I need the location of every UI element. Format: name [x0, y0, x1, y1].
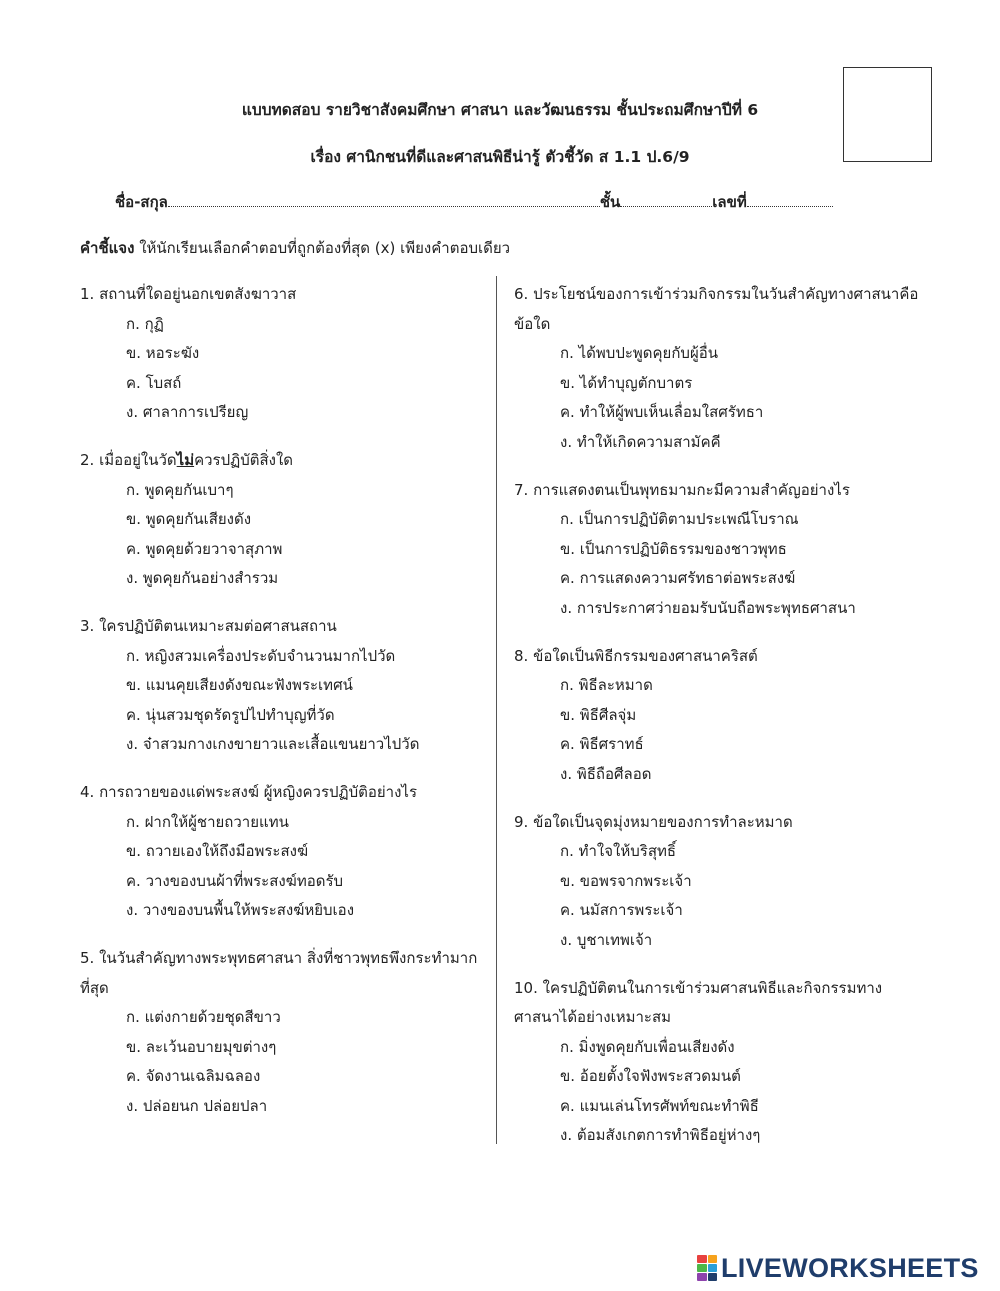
option-d[interactable]: ง. การประกาศว่ายอมรับนับถือพระพุทธศาสนา [560, 598, 856, 617]
question-stem-emphasis: ไม่ [176, 451, 195, 469]
question-stem-post: ควรปฏิบัติสิ่งใด [194, 451, 294, 469]
option-c[interactable]: ค. โบสถ์ [126, 373, 182, 392]
option-a[interactable]: ก. ทำใจให้บริสุทธิ์ [560, 842, 677, 860]
student-info-row [115, 190, 855, 214]
page-title: แบบทดสอบ รายวิชาสังคมศึกษา ศาสนา และวัฒนธรรม ชั้นประถมศึกษาปีที่ 6 [241, 101, 759, 119]
question-8 [514, 642, 919, 790]
question-stem: 5. ในวันสำคัญทางพระพุทธศาสนา สิ่งที่ชาวพุทธพึงกระทำมากที่สุด [80, 949, 478, 997]
number-field[interactable] [747, 194, 833, 207]
option-b[interactable]: ข. พิธีศีลจุ่ม [560, 705, 637, 724]
option-d[interactable]: ง. บูชาเทพเจ้า [560, 930, 653, 949]
instruction-label: คำชี้แจง [80, 239, 135, 257]
instruction [80, 236, 510, 260]
logo-text: LIVEWORKSHEETS [721, 1252, 979, 1283]
question-stem: 9. ข้อใดเป็นจุดมุ่งหมายของการทำละหมาด [514, 812, 793, 831]
option-b[interactable]: ข. แมนคุยเสียงดังขณะฟังพระเทศน์ [126, 676, 353, 694]
name-label: ชื่อ-สกุล [115, 193, 168, 211]
option-a[interactable]: ก. มิ่งพูดคุยกับเพื่อนเสียงดัง [560, 1037, 735, 1056]
liveworksheets-logo[interactable] [697, 1253, 979, 1283]
liveworksheets-logo-icon [697, 1255, 717, 1281]
option-b[interactable]: ข. ขอพรจากพระเจ้า [560, 871, 692, 890]
option-a[interactable]: ก. กุฏิ [126, 314, 164, 333]
option-b[interactable]: ข. ได้ทำบุญตักบาตร [560, 373, 693, 392]
question-stem: 8. ข้อใดเป็นพิธีกรรมของศาสนาคริสต์ [514, 646, 758, 665]
option-a[interactable]: ก. พูดคุยกันเบาๆ [126, 480, 234, 499]
name-field[interactable] [168, 194, 600, 207]
question-stem: 1. สถานที่ใดอยู่นอกเขตสังฆาวาส [80, 285, 297, 303]
question-stem: 6. ประโยชน์ของการเข้าร่วมกิจกรรมในวันสำคัญทางศาสนาคือข้อใด [514, 285, 919, 333]
option-a[interactable]: ก. หญิงสวมเครื่องประดับจำนวนมากไปวัด [126, 646, 396, 665]
option-d[interactable]: ง. ศาลาการเปรียญ [126, 403, 249, 421]
option-b[interactable]: ข. อ้อยตั้งใจฟังพระสวดมนต์ [560, 1067, 741, 1085]
option-b[interactable]: ข. ถวายเองให้ถึงมือพระสงฆ์ [126, 842, 309, 860]
question-5 [80, 944, 485, 1121]
question-9 [514, 808, 919, 956]
option-c[interactable]: ค. พิธีศราทธ์ [560, 735, 644, 753]
option-d[interactable]: ง. จ๋าสวมกางเกงขายาวและเสื้อแขนยาวไปวัด [126, 735, 420, 753]
option-b[interactable]: ข. พูดคุยกันเสียงดัง [126, 510, 252, 528]
option-c[interactable]: ค. นุ่นสวมชุดรัดรูปไปทำบุญที่วัด [126, 705, 335, 724]
question-stem [80, 446, 485, 476]
question-2 [80, 446, 485, 594]
questions-right-column [514, 280, 919, 1169]
question-stem-pre: 2. เมื่ออยู่ในวัด [80, 451, 177, 469]
question-stem: 3. ใครปฏิบัติตนเหมาะสมต่อศาสนสถาน [80, 617, 337, 635]
number-label: เลขที่ [712, 193, 747, 211]
option-a[interactable]: ก. ฝากให้ผู้ชายถวายแทน [126, 812, 289, 831]
option-c[interactable]: ค. วางของบนผ้าที่พระสงฆ์ทอดรับ [126, 871, 344, 890]
option-c[interactable]: ค. พูดคุยด้วยวาจาสุภาพ [126, 539, 283, 558]
option-a[interactable]: ก. ได้พบปะพูดคุยกับผู้อื่น [560, 344, 718, 362]
option-d[interactable]: ง. ปล่อยนก ปล่อยปลา [126, 1096, 268, 1115]
question-3 [80, 612, 485, 760]
option-d[interactable]: ง. ต้อมสังเกตการทำพิธีอยู่ห่างๆ [560, 1126, 761, 1144]
option-c[interactable]: ค. ทำให้ผู้พบเห็นเลื่อมใสศรัทธา [560, 403, 764, 421]
option-c[interactable]: ค. นมัสการพระเจ้า [560, 901, 683, 919]
option-b[interactable]: ข. หอระฆัง [126, 344, 200, 362]
question-stem: 7. การแสดงตนเป็นพุทธมามกะมีความสำคัญอย่างไร [514, 480, 850, 499]
option-b[interactable]: ข. เป็นการปฏิบัติธรรมของชาวพุทธ [560, 539, 787, 558]
question-4 [80, 778, 485, 926]
option-a[interactable]: ก. แต่งกายด้วยชุดสีขาว [126, 1008, 281, 1026]
question-6 [514, 280, 919, 457]
column-divider [496, 276, 497, 1144]
option-d[interactable]: ง. พูดคุยกันอย่างสำรวม [126, 569, 279, 587]
question-1 [80, 280, 485, 428]
class-label: ชั้น [599, 193, 621, 211]
option-d[interactable]: ง. ทำให้เกิดความสามัคคี [560, 432, 721, 451]
question-10 [514, 974, 919, 1151]
page-subtitle: เรื่อง ศานิกชนที่ดีและศาสนพิธีน่ารู้ ตัวชี้วัด ส 1.1 ป.6/9 [310, 148, 690, 166]
option-b[interactable]: ข. ละเว้นอบายมุขต่างๆ [126, 1037, 277, 1056]
question-stem: 4. การถวายของแด่พระสงฆ์ ผู้หญิงควรปฏิบัติอย่างไร [80, 783, 418, 801]
question-stem: 10. ใครปฏิบัติตนในการเข้าร่วมศาสนพิธีและกิจกรรมทางศาสนาได้อย่างเหมาะสม [514, 978, 883, 1026]
option-c[interactable]: ค. จัดงานเฉลิมฉลอง [126, 1067, 261, 1085]
instruction-text: ให้นักเรียนเลือกคำตอบที่ถูกต้องที่สุด (x) เพียงคำตอบเดียว [134, 239, 511, 257]
question-7 [514, 476, 919, 624]
option-a[interactable]: ก. เป็นการปฏิบัติตามประเพณีโบราณ [560, 510, 799, 528]
option-d[interactable]: ง. วางของบนพื้นให้พระสงฆ์หยิบเอง [126, 901, 355, 919]
option-a[interactable]: ก. พิธีละหมาด [560, 676, 653, 694]
option-d[interactable]: ง. พิธีถือศีลอด [560, 764, 652, 783]
questions-left-column [80, 280, 485, 1140]
option-c[interactable]: ค. การแสดงความศรัทธาต่อพระสงฆ์ [560, 569, 796, 587]
class-field[interactable] [620, 194, 712, 207]
option-c[interactable]: ค. แมนเล่นโทรศัพท์ขณะทำพิธี [560, 1096, 759, 1115]
